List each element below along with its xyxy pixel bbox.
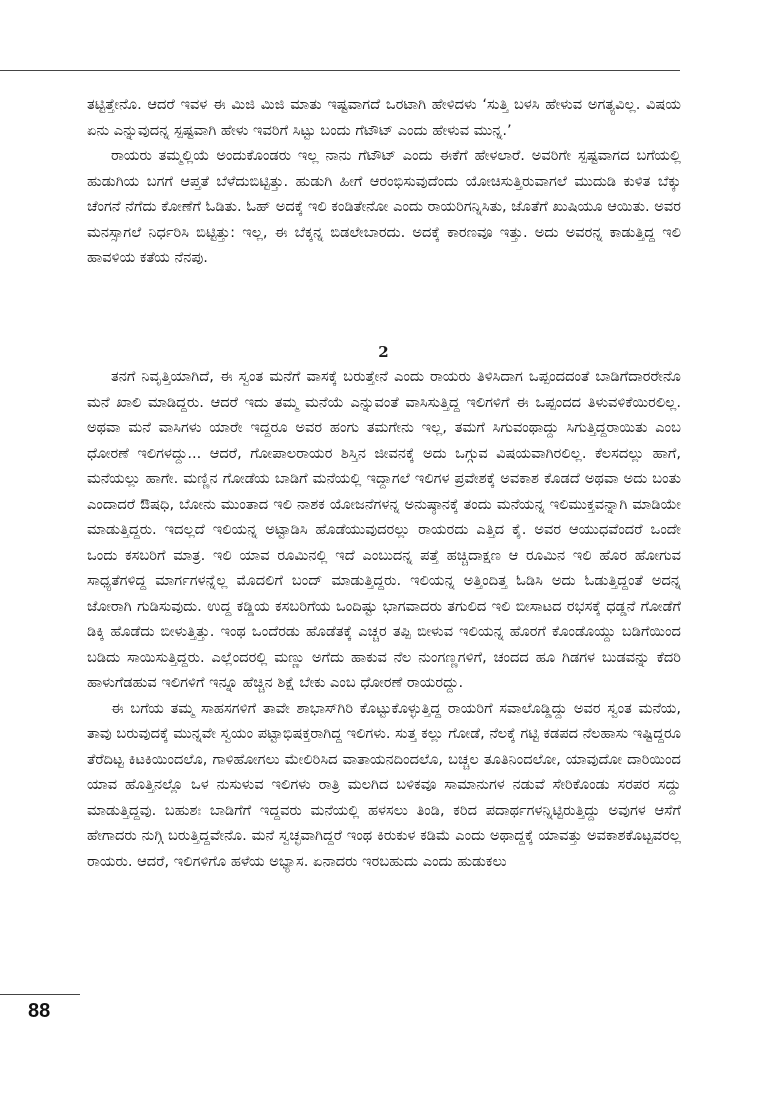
paragraph-challenge: ಈ ಬಗೆಯ ತಮ್ಮ ಸಾಹಸಗಳಿಗೆ ತಾವೇ ಶಾಭಾಸ್‌ಗಿರಿ ಕೊಟ್ಟುಕೊಳ್ಳುತ್ತಿದ್ದ ರಾಯರಿಗೆ ಸವಾಲೊಡ್ಡಿದ್ದು ಅವರ ಸ್ವಂತ ಮನೆಯ, ತಾವು ಬರುವುದಕ್ಕೆ ಮುನ್ನವೇ ಸ್ವಯಂ ಪಟ್ಟಾಭಿಷಕ್ತರಾಗಿದ್ದ ಇಲಿಗಳು. ಸುತ್ತ ಕಲ್ಲು ಗೋಡೆ, ನೆಲಕ್ಕೆ ಗಟ್ಟಿ ಕಡಪದ ನೆಲಹಾಸು ಇಷ್ಟಿದ್ದರೂ ತೆರೆದಿಟ್ಟ ಕಿಟಕಿಯಿಂದಲೊ, ಗಾಳಿಹೋಗಲು ಮೇಲಿರಿಸಿದ ವಾತಾಯನದಿಂದಲೊ, ಬಚ್ಚಲ ತೂತಿನಿಂದಲೋ, ಯಾವುದೋ ದಾರಿಯಿಂದ ಯಾವ ಹೊತ್ತಿನಲ್ಲೊ ಒಳ ನುಸುಳುವ ಇಲಿಗಳು ರಾತ್ರಿ ಮಲಗಿದ ಬಳಿಕವೂ ಸಾಮಾನುಗಳ ನಡುವೆ ಸೇರಿಕೊಂಡು ಸರಪರ ಸದ್ದು ಮಾಡುತ್ತಿದ್ದವು. ಬಹುಶಃ ಬಾಡಿಗೆಗೆ ಇದ್ದವರು ಮನೆಯಲ್ಲಿ ಹಳಸಲು ತಿಂಡಿ, ಕರಿದ ಪದಾರ್ಥಗಳನ್ನಿಟ್ಟಿರುತ್ತಿದ್ದು ಅವುಗಳ ಆಸೆಗೆ ಹೇಗಾದರು ನುಗ್ಗಿ ಬರುತ್ತಿದ್ದವೇನೊ. ಮನೆ ಸ್ವಚ್ಛವಾಗಿದ್ದರೆ ಇಂಥ ಕಿರುಕುಳ ಕಡಿಮೆ ಎಂದು ಅಥಾದ್ದಕ್ಕೆ ಯಾವತ್ತು ಅವಕಾಶಕೊಟ್ಟವರಲ್ಲ ರಾಯರು. ಆದರೆ, ಇಲಿಗಳಿಗೊ ಹಳೆಯ ಅಭ್ಯಾಸ. ಏನಾದರು ಇರಬಹುದು ಎಂದು ಹುಡುಕಲು xyxy=(87,699,681,870)
paragraph-continuation: ತಟ್ಟಿತ್ತೇನೊ. ಆದರೆ ಇವಳ ಈ ಮಿಜಿ ಮಿಜಿ ಮಾತು ಇಷ್ಟವಾಗದೆ ಒರಟಾಗಿ ಹೇಳಿದಳು ‘ಸುತ್ತಿ ಬಳಸಿ ಹೇಳುವ ಅಗತ್ಯವಿಲ್ಲ. ವಿಷಯ ಏನು ಎನ್ನುವುದನ್ನ ಸ್ಪಷ್ಟವಾಗಿ ಹೇಳು ಇವರಿಗೆ ಸಿಟ್ಟು ಬಂದು ಗೆಟೌಟ್ ಎಂದು ಹೇಳುವ ಮುನ್ನ.’ xyxy=(87,96,681,139)
footer-rule xyxy=(0,994,80,995)
text-block-after-section xyxy=(87,364,681,874)
section-number: 2 xyxy=(378,343,389,361)
header-rule xyxy=(0,70,680,71)
text-block-before-section xyxy=(87,92,681,271)
page-number: 88 xyxy=(28,1000,51,1022)
paragraph-retirement: ತನಗೆ ನಿವೃತ್ತಿಯಾಗಿದೆ, ಈ ಸ್ವಂತ ಮನೆಗೆ ವಾಸಕ್ಕೆ ಬರುತ್ತೇನೆ ಎಂದು ರಾಯರು ತಿಳಿಸಿದಾಗ ಒಪ್ಪಂದದಂತೆ ಬಾಡಿಗೆದಾರರೇನೊ ಮನೆ ಖಾಲಿ ಮಾಡಿದ್ದರು. ಆದರೆ ಇದು ತಮ್ಮ ಮನೆಯೆ ಎನ್ನುವಂತೆ ವಾಸಿಸುತ್ತಿದ್ದ ಇಲಿಗಳಿಗೆ ಈ ಒಪ್ಪಂದದ ತಿಳುವಳಿಕೆಯಿರಲಿಲ್ಲ. ಅಥವಾ ಮನೆ ವಾಸಿಗಳು ಯಾರೇ ಇದ್ದರೂ ಅವರ ಹಂಗು ತಮಗೇನು ಇಲ್ಲ, ತಮಗೆ ಸಿಗುವಂಥಾದ್ದು ಸಿಗುತ್ತಿದ್ದರಾಯಿತು ಎಂಬ ಧೋರಣೆ ಇಲಿಗಳದ್ದು... ಆದರೆ, ಗೋಪಾಲರಾಯರ ಶಿಸ್ತಿನ ಜೀವನಕ್ಕೆ ಅದು ಒಗ್ಗುವ ವಿಷಯವಾಗಿರಲಿಲ್ಲ. ಕೆಲಸದಲ್ಲು ಹಾಗೆ, ಮನೆಯಲ್ಲು ಹಾಗೇ. ಮಣ್ಣಿನ ಗೋಡೆಯ ಬಾಡಿಗೆ ಮನೆಯಲ್ಲಿ ಇದ್ದಾಗಲೆ ಇಲಿಗಳ ಪ್ರವೇಶಕ್ಕೆ ಅವಕಾಶ ಕೊಡದೆ ಅಥವಾ ಅದು ಬಂತು ಎಂದಾದರೆ ಔಷಧಿ, ಬೋನು ಮುಂತಾದ ಇಲಿ ನಾಶಕ ಯೋಜನೆಗಳನ್ನ ಅನುಷ್ಠಾನಕ್ಕೆ ತಂದು ಮನೆಯನ್ನ ಇಲಿಮುಕ್ತವನ್ನಾಗಿ ಮಾಡಿಯೇ ಮಾಡುತ್ತಿದ್ದರು. ಇದಲ್ಲದೆ ಇಲಿಯನ್ನ ಅಟ್ಟಾಡಿಸಿ ಹೊಡೆಯುವುದರಲ್ಲು ರಾಯರದು ಎತ್ತಿದ ಕೈ. ಅವರ ಆಯುಧವೆಂದರೆ ಒಂದೇ ಒಂದು ಕಸಬರಿಗೆ ಮಾತ್ರ. ಇಲಿ ಯಾವ ರೂಮಿನಲ್ಲಿ ಇದೆ ಎಂಬುದನ್ನ ಪತ್ತೆ ಹಚ್ಚಿದಾಕ್ಷಣ ಆ ರೂಮಿನ ಇಲಿ ಹೊರ ಹೋಗುವ ಸಾಧ್ಯತೆಗಳಿದ್ದ ಮಾರ್ಗಗಳನ್ನೆಲ್ಲ ಮೊದಲಿಗೆ ಬಂದ್ ಮಾಡುತ್ತಿದ್ದರು. ಇಲಿಯನ್ನ ಅತ್ತಿಂದಿತ್ತ ಓಡಿಸಿ ಅದು ಓಡುತ್ತಿದ್ದಂತೆ ಅದನ್ನ ಜೋರಾಗಿ ಗುಡಿಸುವುದು. ಉದ್ದ ಕಡ್ಡಿಯ ಕಸಬರಿಗೆಯ ಒಂದಿಷ್ಟು ಭಾಗವಾದರು ತಗುಲಿದ ಇಲಿ ಬೀಸಾಟದ ರಭಸಕ್ಕೆ ಧಡ್ಡನೆ ಗೋಡೆಗೆ ಡಿಕ್ಕಿ ಹೊಡೆದು ಬೀಳುತ್ತಿತ್ತು. ಇಂಥ ಒಂದೆರಡು ಹೊಡೆತಕ್ಕೆ ಎಚ್ಚರ ತಪ್ಪಿ ಬೀಳುವ ಇಲಿಯನ್ನ ಹೊರಗೆ ಕೊಂಡೊಯ್ದು ಬಡಿಗೆಯಿಂದ ಬಡಿದು ಸಾಯಿಸುತ್ತಿದ್ದರು. ಎಲ್ಲೆಂದರಲ್ಲಿ ಮಣ್ಣು ಅಗೆದು ಹಾಕುವ ನೆಲ ನುಂಗಣ್ಣಗಳಿಗೆ, ಚಂದದ ಹೂ ಗಿಡಗಳ ಬುಡವನ್ನು ಕೆದರಿ ಹಾಳುಗೆಡಹುವ ಇಲಿಗಳಿಗೆ ಇನ್ನೂ ಹೆಚ್ಚಿನ ಶಿಕ್ಷೆ ಬೇಕು ಎಂಬ ಧೋರಣೆ ರಾಯರದ್ದು. xyxy=(87,368,681,691)
paragraph-rayaru-thought: ರಾಯರು ತಮ್ಮಲ್ಲಿಯೆ ಅಂದುಕೊಂಡರು ಇಲ್ಲ ನಾನು ಗೆಟೌಟ್ ಎಂದು ಈಕೆಗೆ ಹೇಳಲಾರೆ. ಅವರಿಗೇ ಸ್ಪಷ್ಟವಾಗದ ಬಗೆಯಲ್ಲಿ ಹುಡುಗಿಯ ಬಗಗೆ ಆಪ್ತತೆ ಬೆಳೆದುಬಿಟ್ಟಿತ್ತು. ಹುಡುಗಿ ಹೀಗೆ ಆರಂಭಿಸುವುದೆಂದು ಯೋಚಿಸುತ್ತಿರುವಾಗಲೆ ಮುದುಡಿ ಕುಳಿತ ಬೆಕ್ಕು ಚೆಂಗನೆ ನೆಗೆದು ಕೋಣೆಗೆ ಓಡಿತು. ಓಹ್ ಅದಕ್ಕೆ ಇಲಿ ಕಂಡಿತೇನೋ ಎಂದು ರಾಯರಿಗನ್ನಿಸಿತು, ಜೊತೆಗೆ ಖುಷಿಯೂ ಆಯಿತು. ಅವರ ಮನಸ್ಸಾಗಲೆ ನಿರ್ಧರಿಸಿ ಬಿಟ್ಟಿತ್ತು: ಇಲ್ಲ, ಈ ಬೆಕ್ಕನ್ನ ಬಿಡಲೇಬಾರದು. ಅದಕ್ಕೆ ಕಾರಣವೂ ಇತ್ತು. ಅದು ಅವರನ್ನ ಕಾಡುತ್ತಿದ್ದ ಇಲಿ ಹಾವಳಿಯ ಕತೆಯ ನೆನಪು. xyxy=(87,147,681,266)
